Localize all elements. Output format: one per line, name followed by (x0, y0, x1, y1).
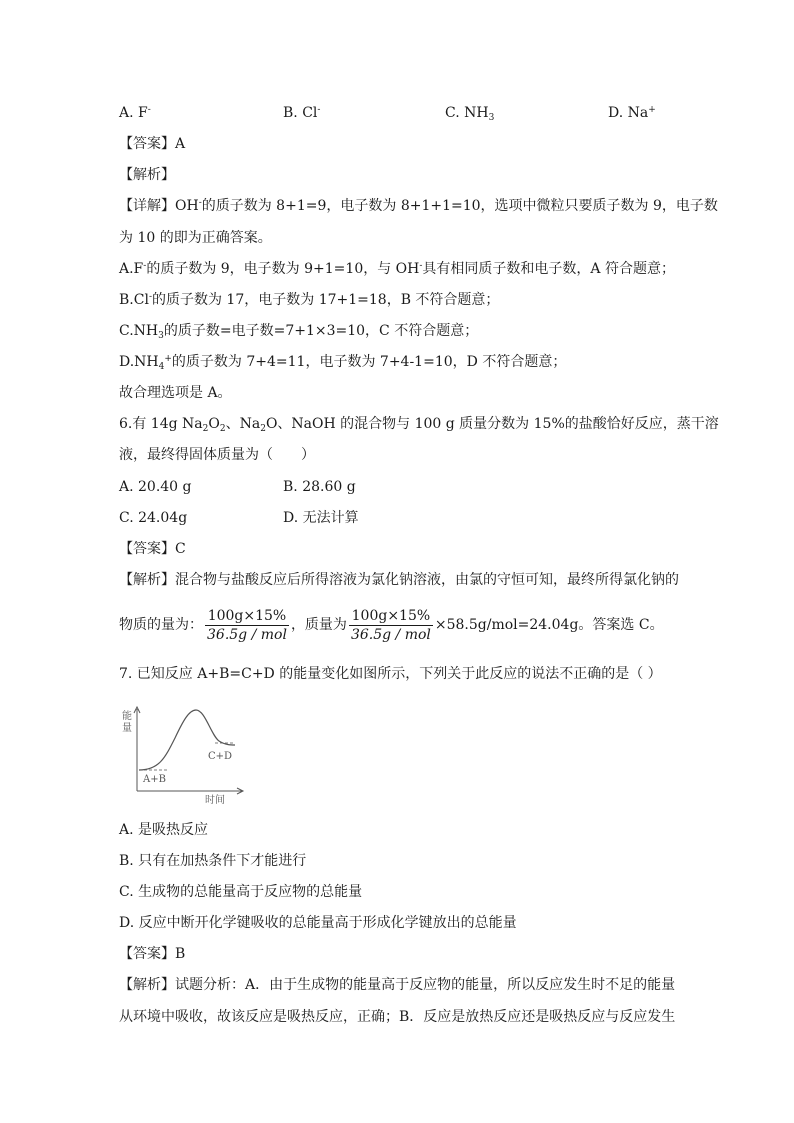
q6-option-a: A. 20.40 g (119, 479, 192, 495)
products-label: C+D (208, 751, 233, 762)
q6-stem-line-1: 6.有 14g $Na_2O_2$、$Na_2O$、NaOH 的混合物与 100 g 质量分数为 15%的盐酸恰好反应，蒸干溶 (119, 416, 719, 434)
q5-answer: 【答案】A (119, 136, 186, 152)
option-d: D. Na+ (608, 105, 656, 121)
option-c: C. $NH_3$ (445, 105, 495, 123)
q5-explain-c: $C.NH_3$的质子数=电子数=7+1×3=10，C 不符合题意； (119, 323, 479, 341)
q5-detail-line-1: 【详解】OH-的质子数为 8+1=9，电子数为 8+1+1=10，选项中微粒只要质子数为 9，电子数 (119, 198, 718, 214)
q5-explain-b: B.Cl-的质子数为 17，电子数为 17+1=18，B 不符合题意； (119, 292, 500, 308)
q7-answer: 【答案】B (119, 946, 186, 962)
q6-stem-line-2: 液，最终得固体质量为（ ） (119, 447, 315, 463)
q7-analysis-line-2: 从环境中吸收，故该反应是吸热反应，正确；B．反应是放热反应还是吸热反应与反应发生 (119, 1009, 676, 1025)
q6-option-d: D. 无法计算 (283, 510, 359, 526)
fraction: $\frac{100g\times 15\%}{\text{36.5g / mol}}$ (207, 607, 287, 643)
option-a: A. F- (119, 105, 151, 121)
reactants-label: A+B (143, 774, 166, 785)
q7-option-b: B. 只有在加热条件下才能进行 (119, 853, 307, 869)
q7-option-c: C. 生成物的总能量高于反应物的总能量 (119, 884, 363, 900)
fraction: $\frac{100g\times 15\%}{\text{36.5g / mol}}$ (350, 607, 431, 643)
q5-conclusion: 故合理选项是 A。 (119, 385, 232, 401)
q6-answer: 【答案】C (119, 541, 186, 557)
option-b: B. Cl- (283, 105, 321, 121)
q6-analysis-line-1: 【解析】混合物与盐酸反应后所得溶液为氯化钠溶液，由氯的守恒可知，最终所得氯化钠的 (119, 572, 679, 588)
q7-option-d: D. 反应中断开化学键吸收的总能量高于形成化学键放出的总能量 (119, 915, 517, 931)
q5-analysis-heading: 【解析】 (119, 167, 175, 183)
energy-diagram (119, 703, 245, 805)
q6-analysis-line-2: 物质的量为： $\frac{100g\times 15\%}{\text{36.5g / mol}}$ ，质量为 $\frac{100g\times 15\%}{\text{36.5g / mol}}$ ×58.5g/mol=24.04g。答案选 C。 (119, 607, 664, 643)
y-label-2: 量 (122, 723, 132, 734)
y-label-1: 能 (122, 711, 132, 722)
q5-explain-d: $D.NH_4^+$的质子数为 7+4=11，电子数为 7+4-1=10，D 不符合题意； (119, 354, 567, 372)
q7-stem: 7. 已知反应 A+B=C+D 的能量变化如图所示，下列关于此反应的说法不正确的是（ ） (119, 666, 662, 682)
q5-explain-a: A.F-的质子数为 9，电子数为 9+1=10，与 OH-具有相同质子数和电子数，A 符合题意； (119, 261, 675, 277)
x-label: 时间 (205, 795, 225, 805)
q7-analysis-line-1: 【解析】试题分析：A．由于生成物的能量高于反应物的能量，所以反应发生时不足的能量 (119, 977, 676, 993)
q6-option-b: B. 28.60 g (283, 479, 356, 495)
q7-option-a: A. 是吸热反应 (119, 822, 209, 838)
q6-option-c: C. 24.04g (119, 510, 188, 526)
q5-detail-line-2: 为 10 的即为正确答案。 (119, 230, 272, 246)
